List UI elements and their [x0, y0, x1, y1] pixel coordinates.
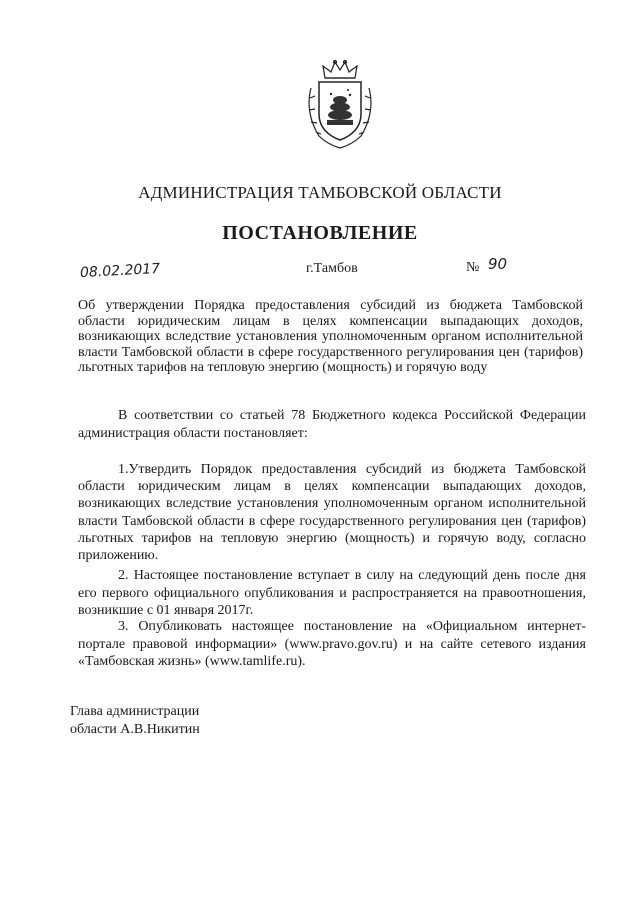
body-paragraph: 3. Опубликовать настоящее постановление на «Официальном интернет-портале правовой информации» (www.pravo.gov.ru) и на сайте сетевого издания «Тамбовская жизнь» (www.tamlife.ru).: [78, 619, 586, 669]
document-type-heading: ПОСТАНОВЛЕНИЕ: [222, 222, 418, 244]
body-paragraph: 1.Утвердить Порядок предоставления субсидий из бюджета Тамбовской области юридическим лицам в целях компенсации выпадающих доходов, возникающих вследствие установления уполномоченным органом исполнительной власти Тамбовской области в сфере государственного регулирования цен (тарифов) льготных тарифов на тепловую энергию (мощность) и горячую воду, согласно приложению.: [78, 462, 586, 564]
body-paragraph: 2. Настоящее постановление вступает в силу на следующий день после дня его первого официального опубликования и распространяется на правоотношения, возникшие с 01 января 2017г.: [78, 568, 586, 618]
signature-name: области А.В.Никитин: [70, 722, 200, 737]
coat-of-arms-icon: [305, 58, 375, 150]
signature-block: [70, 703, 200, 739]
document-number-label: №: [466, 260, 480, 275]
document-date: 08.02.2017: [79, 260, 161, 282]
document-city: г.Тамбов: [306, 261, 358, 276]
document-subject: Об утверждении Порядка предоставления субсидий из бюджета Тамбовской области юридическим лицам в целях компенсации выпадающих доходов, возникающих вследствие установления уполномоченным органом исполнительной власти Тамбовской области в сфере государственного регулирования цен (тарифов) льготных тарифов на тепловую энергию (мощность) и горячую воду: [78, 298, 583, 375]
signature-position: Глава администрации: [70, 704, 200, 719]
organization-title: АДМИНИСТРАЦИЯ ТАМБОВСКОЙ ОБЛАСТИ: [138, 183, 502, 202]
body-paragraph: В соответствии со статьей 78 Бюджетного кодекса Российской Федерации администрация области постановляет:: [78, 408, 586, 441]
document-number: 90: [488, 255, 508, 273]
